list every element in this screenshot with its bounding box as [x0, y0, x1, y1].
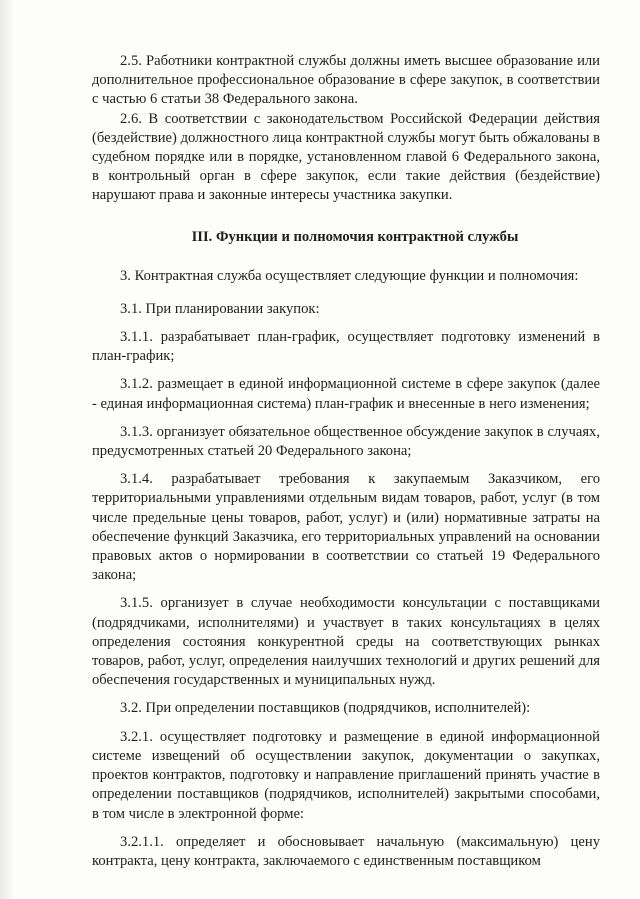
section-heading: III. Функции и полномочия контрактной службы — [191, 228, 519, 245]
paragraph-3-2-1-1: 3.2.1.1. определяет и обосновывает начальную (максимальную) цену контракта, цену контракта, заключаемого с единственным поставщиком — [92, 833, 600, 869]
paragraph-2-5: 2.5. Работники контрактной службы должны иметь высшее образование или дополнительное профессиональное образование в сфере закупок, в соответствии с частью 6 статьи 38 Федерального закона. — [92, 53, 600, 108]
paragraph-3-1-5: 3.1.5. организует в случае необходимости консультации с поставщиками (подрядчиками, исполнителями) и участвует в таких консультациях в целях определения состояния конкурентной среды на соответствующих рынках товаров, работ, услуг, определения наилучших технологий и других решений для обеспечения государственных и муниципальных нужд. — [92, 595, 600, 689]
paragraph-3-1-1: 3.1.1. разрабатывает план-график, осуществляет подготовку изменений в план-график; — [92, 329, 600, 365]
paragraph-3-1-3: 3.1.3. организует обязательное общественное обсуждение закупок в случаях, предусмотренных статьей 20 Федерального закона; — [92, 423, 600, 460]
paragraph-3-1-2: 3.1.2. размещает в единой информационной системе в сфере закупок (далее - единая информационная система) план-график и внесенные в него изменения; — [92, 376, 600, 412]
paragraph-3-1-4: 3.1.4. разрабатывает требования к закупаемым Заказчиком, его территориальными управлениями отдельным видам товаров, работ, услуг (в том числе предельные цены товаров, работ, услуг) и (или) нормативные затраты на обеспечение функций Заказчика, его территориальных управлений на основании правовых актов о нормировании в соответствии со статьей 19 Федерального закона; — [92, 471, 600, 584]
paragraph-3-2-1: 3.2.1. осуществляет подготовку и размещение в единой информационной системе извещений об осуществлении закупок, документации о закупках, проектов контрактов, подготовку и направление приглашений принять участие в определении поставщиков (подрядчиков, исполнителей) закрытыми способами, в том числе в электронной форме: — [92, 728, 600, 822]
paragraph-3-1: 3.1. При планировании закупок: — [120, 300, 320, 317]
paragraph-3: 3. Контрактная служба осуществляет следующие функции и полномочия: — [120, 267, 579, 284]
scan-edge-shadow — [0, 0, 14, 899]
paragraph-3-2: 3.2. При определении поставщиков (подрядчиков, исполнителей): — [120, 700, 531, 717]
paragraph-2-6: 2.6. В соответствии с законодательством Российской Федерации действия (бездействие) должностного лица контрактной службы могут быть обжалованы в судебном порядке или в порядке, установленном главой 6 Федерального закона, в контрольный орган в сфере закупок, если такие действия (бездействие) нарушают права и законные интересы участника закупки. — [92, 110, 600, 204]
